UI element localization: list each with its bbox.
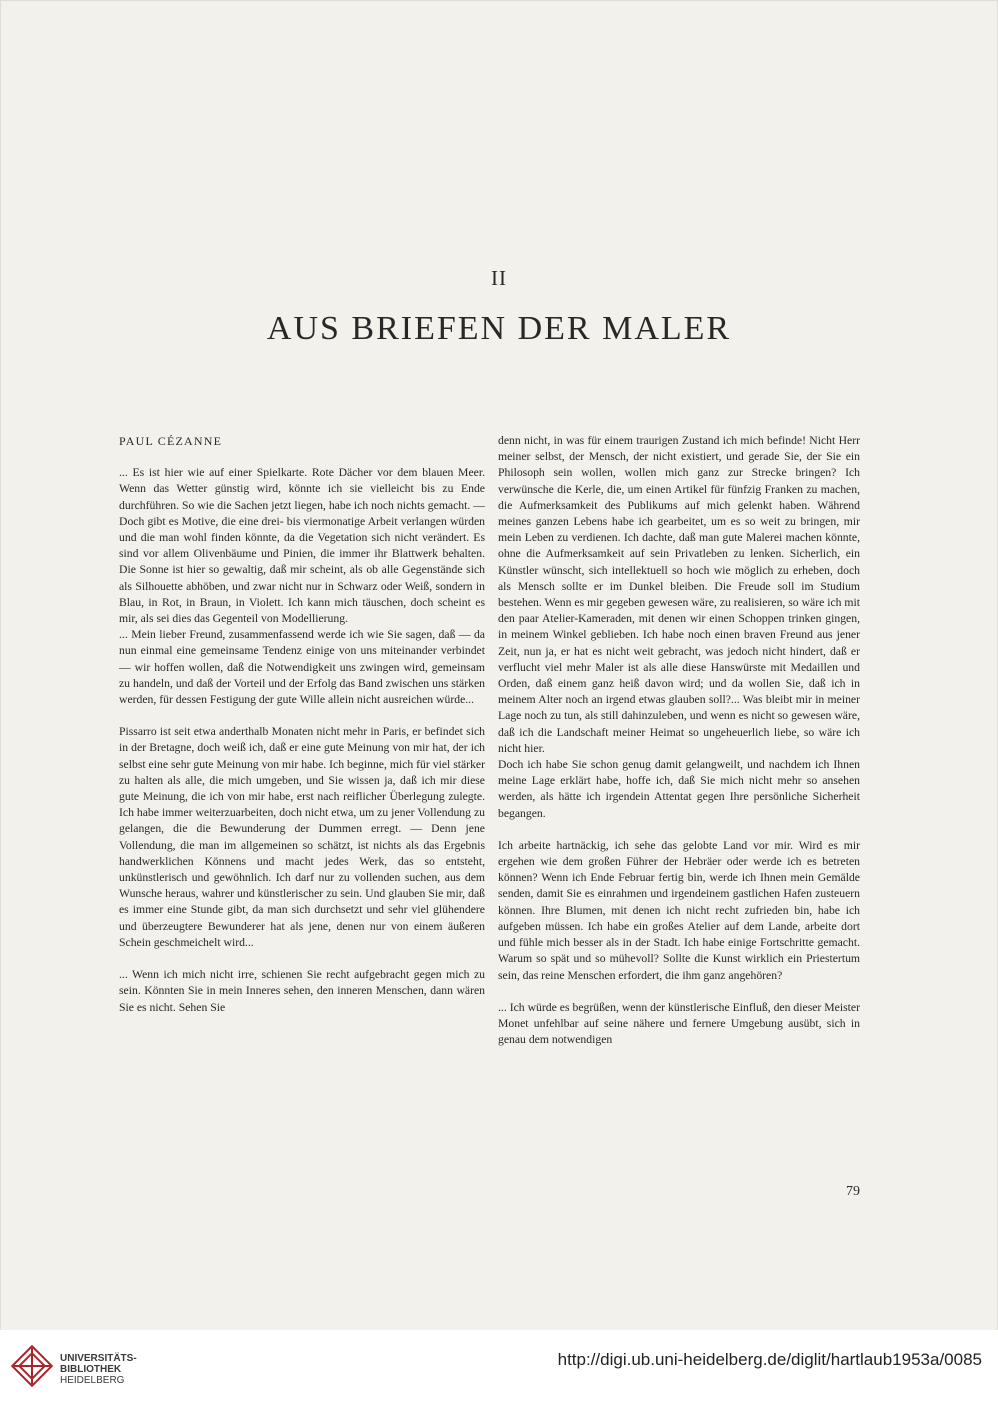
paragraph: denn nicht, in was für einem traurigen Zustand ich mich befinde! Nicht Herr meiner selbst, der Mensch, der nicht existiert, und gerade Sie, der Sie ein Philosoph sein wollen, wollen mich ganz zur Strecke bringen? Ich verwünsche die Kerle, die, um einen Artikel für fünfzig Franken zu machen, die Aufmerksamkeit des Publikums auf mich gelenkt haben. Während meines ganzen Lebens habe ich gearbeitet, um es so weit zu bringen, mir mein Leben zu verdienen. Ich dachte, daß man gute Malerei machen könnte, ohne die Aufmerksamkeit auf sein Privatleben zu lenken. Sicherlich, ein Künstler wünscht, sich intellektuell so hoch wie möglich zu erheben, doch als Mensch sollte er im Dunkel bleiben. Die Freude soll im Studium bestehen. Wenn es mir gegeben gewesen wäre, zu realisieren, so wäre ich mit den paar Atelier-Kameraden, mit denen wir einen Schoppen trinken gingen, in meinem Winkel geblieben. Ich habe noch einen braven Freund aus jener Zeit, nun ja, er hat es nicht weit gebracht, was jedoch nicht hindert, daß er verflucht viel mehr Maler ist als alle diese Hanswürste mit Medaillen und Orden, daß einem ganz heiß davon wird; und da wollen Sie, daß ich in meinem Alter noch an irgend etwas glauben soll?... Was bleibt mir in meiner Lage noch zu tun, als still dahinzuleben, und wenn es nicht so gewesen wäre, daß ich die Landschaft meiner Heimat so ungeheuerlich liebe, so wäre ich nicht hier. [498, 434, 860, 755]
library-name-line: BIBLIOTHEK [60, 1364, 122, 1375]
source-url-link[interactable]: http://digi.ub.uni-heidelberg.de/diglit/hartlaub1953a/0085 [557, 1350, 982, 1369]
library-name-line: HEIDELBERG [60, 1375, 125, 1386]
page-number: 79 [846, 1184, 860, 1199]
left-column [119, 433, 485, 1016]
part-number: II [491, 266, 507, 290]
paragraph: Pissarro ist seit etwa anderthalb Monaten nicht mehr in Paris, er befindet sich in der Bretagne, doch weiß ich, daß er eine gute Meinung von mir hat, der ich selbst eine sehr gute Meinung von mir habe. Ich beginne, mich für viel stärker zu halten als alle, die mich umgeben, und Sie wissen ja, daß ich mir diese gute Meinung, die ich von mir habe, erst nach reiflicher Überlegung zulegte. Ich habe immer weiterzuarbeiten, doch nicht etwa, um zu jener Vollendung zu gelangen, die die Bewunderung der Dummen erregt. — Denn jene Vollendung, die man im allgemeinen so schätzt, ist nichts als das Ergebnis handwerklichen Könnens und macht jedes Werk, das so entsteht, unkünstlerisch und gewöhnlich. Ich darf nur zu vollenden suchen, aus dem Wunsche heraus, wahrer und künstlerischer zu sein. Und glauben Sie mir, daß es immer eine Stunde gibt, da man sich durchsetzt und sehr viel glühendere und überzeugtere Bewunderer hat als jene, denen nur von einem äußeren Schein geschmeichelt wird... [119, 725, 485, 949]
paragraph: ... Es ist hier wie auf einer Spielkarte. Rote Dächer vor dem blauen Meer. Wenn das Wetter günstig wird, könnte ich sie vielleicht bis zu Ende durchführen. So wie die Sachen jetzt liegen, habe ich noch nichts gemacht. — Doch gibt es Motive, die eine drei- bis viermonatige Arbeit verlangen würden und die man wohl finden könnte, da die Vegetation sich nicht verändert. Es sind vor allem Olivenbäume und Pinien, die immer ihr Blattwerk behalten. Die Sonne ist hier so gewaltig, daß mir scheint, als ob alle Gegenstände sich als Silhouette abhöben, und zwar nicht nur in Schwarz oder Weiß, sondern in Blau, in Rot, in Braun, in Violett. Ich kann mich täuschen, doch scheint es mir, als sei dies das Gegenteil von Modellierung. [119, 466, 485, 626]
library-footer [0, 1330, 998, 1407]
paragraph: Ich arbeite hartnäckig, ich sehe das gelobte Land vor mir. Wird es mir ergehen wie dem großen Führer der Hebräer oder werde ich es betreten können? Wenn ich Ende Februar fertig bin, werde ich Ihnen mein Gemälde senden, damit Sie es einrahmen und irgendeinem gastlichen Hafen zusteuern können. Ihre Blumen, mit denen ich nicht recht zufrieden bin, habe ich aufgeben müssen. Ich habe ein großes Atelier auf dem Lande, arbeite dort und fühle mich besser als in der Stadt. Ich habe einige Fortschritte gemacht. Warum so spät und so mühevoll? Sollte die Kunst wirklich ein Priestertum sein, das reine Menschen erfordert, die ihm ganz angehören? [498, 838, 860, 982]
paragraph: ... Mein lieber Freund, zusammenfassend werde ich wie Sie sagen, daß — da nun einmal eine gemeinsame Tendenz einige von uns miteinander verbindet — wir hoffen wollen, daß die Notwendigkeit uns zwingen wird, gemeinsam zu handeln, und daß der Vorteil und der Erfolg das Band zwischen uns stärken werden, für dessen Festigung der gute Wille allein nicht ausreichen würde... [119, 628, 485, 707]
page-title: AUS BRIEFEN DER MALER [266, 310, 732, 347]
author-heading: PAUL CÉZANNE [119, 434, 223, 448]
right-column [498, 433, 860, 1048]
paragraph: ... Ich würde es begrüßen, wenn der künstlerische Einfluß, den dieser Meister Monet unfehlbar auf seine nähere und fernere Umgebung ausübt, sich in genau dem notwendigen [498, 1000, 860, 1047]
paragraph: Doch ich habe Sie schon genug damit gelangweilt, und nachdem ich Ihnen meine Lage erklärt habe, hoffe ich, daß Sie mich nicht mehr so ansehen werden, als hätte ich irgendein Attentat gegen Ihre persönliche Sicherheit begangen. [498, 758, 860, 820]
paragraph: ... Wenn ich mich nicht irre, schienen Sie recht aufgebracht gegen mich zu sein. Könnten Sie in mein Inneres sehen, den inneren Menschen, dann wären Sie es nicht. Sehen Sie [119, 968, 485, 1014]
library-name-line: UNIVERSITÄTS- [60, 1353, 137, 1364]
library-name[interactable] [60, 1353, 137, 1386]
library-logo-icon[interactable] [10, 1344, 54, 1388]
